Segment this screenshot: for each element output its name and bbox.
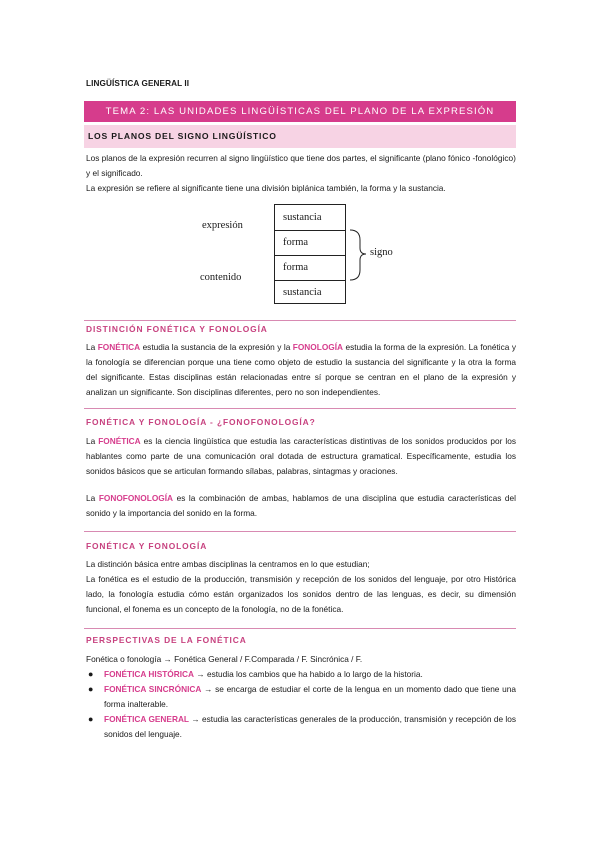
- course-title: LINGÜÍSTICA GENERAL II: [86, 79, 190, 88]
- section-fonofonologia-text: [86, 491, 516, 521]
- text-run: estudia la forma de la expresión. La fonética y la fonología se diferencian porque una tiene como objeto de estudio la sustancia del significante y la otra la forma del significante. Estas disciplinas están relacionadas entre sí porque se centran en el plano de la expresión y analizan un significante. Son disciplinas diferentes, pero no son independientes.: [86, 342, 516, 397]
- topic-banner: TEMA 2: LAS UNIDADES LINGÜÍSTICAS DEL PLANO DE LA EXPRESIÓN: [84, 101, 516, 122]
- diagram-label-contenido: contenido: [200, 272, 242, 283]
- diagram-cell: forma: [283, 237, 309, 248]
- diagram-cell: sustancia: [283, 287, 322, 298]
- section-fonetica-text: [86, 434, 516, 479]
- perspectivas-intro: Fonética o fonología → Fonética General / F.Comparada / F. Sincrónica / F.: [86, 654, 363, 664]
- section-divider: [84, 320, 516, 321]
- list-item: [86, 667, 516, 682]
- term-fonetica-general: FONÉTICA GENERAL: [104, 714, 190, 724]
- diagram-label-signo: signo: [370, 247, 393, 258]
- sign-planes-diagram: [196, 200, 416, 310]
- section-fonetica-fonologia-line-1: La distinción básica entre ambas disciplinas la centramos en lo que estudian;: [86, 559, 370, 569]
- term-fonofonologia: FONOFONOLOGÍA: [98, 493, 174, 503]
- list-item: [86, 712, 516, 742]
- section-divider: [84, 531, 516, 532]
- intro-paragraph-1: Los planos de la expresión recurren al signo lingüístico que tiene dos partes, el significante (plano fónico -fonológico) y el significado.: [86, 153, 516, 178]
- section-heading-fonofonologia: FONÉTICA Y FONOLOGÍA - ¿FONOFONOLOGÍA?: [86, 417, 316, 427]
- diagram-label-expresion: expresión: [202, 220, 243, 231]
- text-run: → se encarga de estudiar el corte de la lengua en un momento dado que tiene una forma inalterable.: [104, 684, 516, 709]
- section-heading-perspectivas: PERSPECTIVAS DE LA FONÉTICA: [86, 635, 247, 645]
- text-run: → estudia las características generales de la producción, transmisión y recepción de los sonidos del lenguaje.: [104, 714, 517, 739]
- text-run: La: [86, 493, 99, 503]
- subtitle-banner: LOS PLANOS DEL SIGNO LINGÜÍSTICO: [84, 125, 516, 148]
- section-divider: [84, 408, 516, 409]
- diagram-cell: sustancia: [283, 212, 322, 223]
- list-item: [86, 682, 516, 712]
- text-run: → estudia los cambios que ha habido a lo largo de la historia.: [194, 669, 423, 679]
- text-run: es la combinación de ambas, hablamos de una disciplina que estudia características del sonido y la importancia del sonido en la forma.: [86, 493, 516, 518]
- text-run: es la ciencia lingüística que estudia las características distintivas de los sonidos producidos por los hablantes como parte de una comunicación oral dotada de estructura gramatical. Específicamente, estudia los sonidos básicos que se articulan formando sílabas, palabras, sintagmas y oraciones.: [86, 436, 516, 476]
- section-heading-fonetica-fonologia: FONÉTICA Y FONOLOGÍA: [86, 541, 208, 551]
- intro-paragraph-2: La expresión se refiere al significante tiene una división biplánica también, la forma y la sustancia.: [86, 183, 446, 193]
- term-fonetica-historica: FONÉTICA HISTÓRICA: [104, 669, 195, 679]
- section-fonetica-fonologia-line-2: La fonética es el estudio de la producción, transmisión y recepción de los sonidos del lenguaje, por otro Histórica lado, la fonología estudia cómo están organizados los sonidos dentro de las lenguas, es decir, su dimensión funcional, el fonema es un concepto de la fonología, no de la fonética.: [86, 574, 516, 614]
- bullet-icon: ●: [88, 669, 94, 679]
- term-fonologia: FONOLOGÍA: [292, 342, 344, 352]
- text-run: La: [86, 342, 98, 352]
- bullet-icon: ●: [88, 684, 94, 694]
- section-heading-distincion: DISTINCIÓN FONÉTICA Y FONOLOGÍA: [86, 324, 268, 334]
- term-fonetica: FONÉTICA: [97, 342, 141, 352]
- diagram-cell: forma: [283, 262, 309, 273]
- term-fonetica: FONÉTICA: [98, 436, 141, 446]
- perspectivas-list: [86, 667, 516, 742]
- text-run: estudia la sustancia de la expresión y la: [140, 342, 293, 352]
- bullet-icon: ●: [88, 714, 94, 724]
- diagram-box: [274, 204, 346, 304]
- section-divider: [84, 628, 516, 629]
- text-run: La: [86, 436, 99, 446]
- term-fonetica-sincronica: FONÉTICA SINCRÓNICA: [104, 684, 202, 694]
- section-distincion-text: [86, 340, 516, 400]
